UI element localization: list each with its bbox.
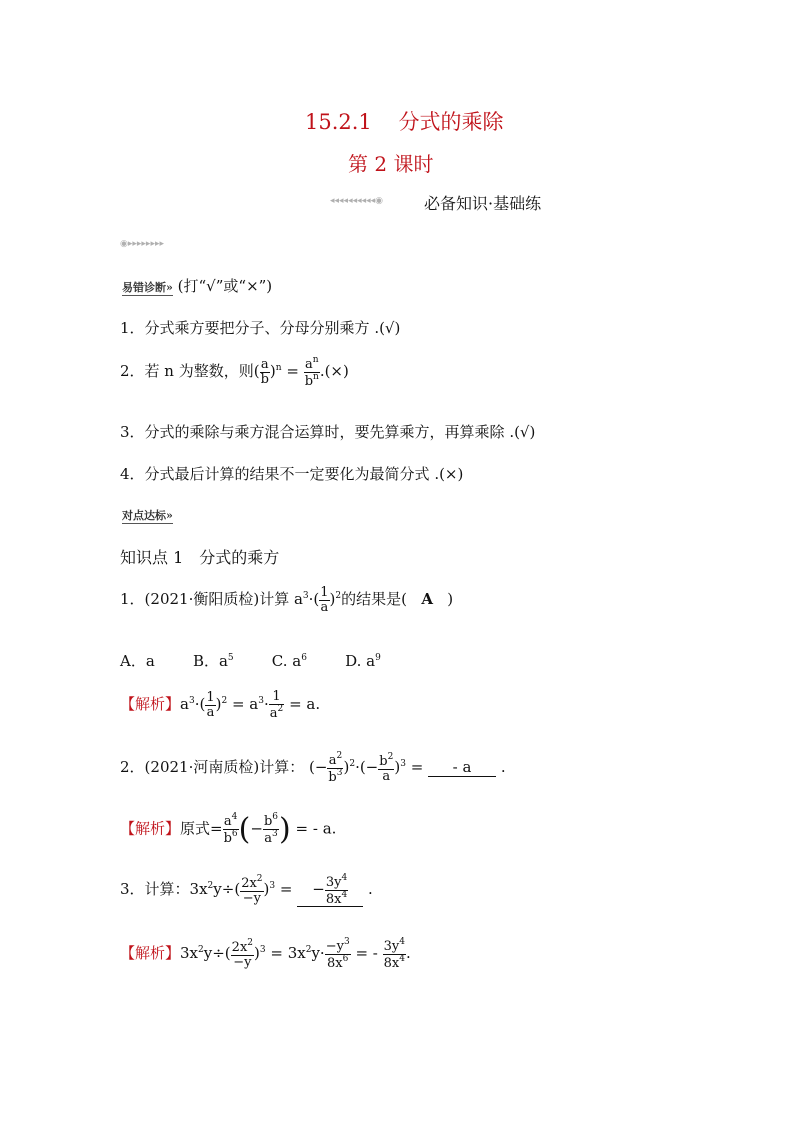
practice-header xyxy=(122,505,173,523)
question-3: 3．计算：$3x^2y\div$( $\frac{2x^2}{-y}$ )$^3$ = − $\frac{3y^4}{8x^4}$ . xyxy=(120,873,373,907)
question-1: 1．(2021·衡阳质检)计算 $a^3\cdot$( $\frac{1}{a}$ )$^2$的结果是( A ) xyxy=(120,585,454,615)
question-2-answer: - a xyxy=(428,758,496,777)
header-arrows-decoration: ◂◂◂◂◂◂◂◂◂◂◉ xyxy=(330,196,384,206)
question-1-analysis: 【解析】$a^3\cdot$( $\frac{1}{a}$ )$^2 = a^3\cdot$ $\frac{1}{a^2}$ = a. xyxy=(120,689,321,721)
question-2-analysis: 【解析】原式= $\frac{a^4}{b^6}$ (− $\frac{b^6}{a^3}$ ) = - a. xyxy=(120,812,337,847)
analysis-2-result: = - a. xyxy=(295,819,337,838)
fraction-a4-over-b6: $\frac{a^4}{b^6}$ xyxy=(223,812,238,846)
fraction-1-over-a-squared: $\frac{1}{a^2}$ xyxy=(269,689,284,721)
header-label: 必备知识·基础练 xyxy=(424,194,542,213)
option-d xyxy=(345,652,381,670)
analysis-1-result: = a. xyxy=(289,695,321,714)
question-2: 2．(2021·河南质检)计算： (− $\frac{a^2}{b^3}$ )$^2$·(− $\frac{b^2}{a}$ )$^3$ = - a . xyxy=(120,751,506,785)
fraction-3y4-over-8x4: $\frac{3y^4}{8x^4}$ xyxy=(325,873,348,907)
option-d-exp: 9 xyxy=(375,653,381,663)
fraction-2x2-over-neg-y: $\frac{2x^2}{-y}$ xyxy=(241,874,263,906)
option-d-label: D. a xyxy=(345,652,376,670)
page-title xyxy=(305,106,504,136)
question-3-answer: − $\frac{3y^4}{8x^4}$ xyxy=(297,874,363,907)
fraction-b2-over-a: $\frac{b^2}{a}$ xyxy=(379,752,394,784)
fraction-a2-over-b3: $\frac{a^2}{b^3}$ xyxy=(328,751,343,785)
fraction-2x2-over-neg-y: $\frac{2x^2}{-y}$ xyxy=(231,938,254,970)
practice-tag: 对点达标» xyxy=(122,509,173,522)
lesson-title: 第 2 课时 xyxy=(348,152,434,176)
fraction-1-over-a: $\frac{1}{a}$ xyxy=(320,585,329,615)
fraction-a-over-b: $\frac{a}{b}$ xyxy=(260,357,269,387)
knowledge-point-title: 知识点 1 分式的乘方 xyxy=(120,548,280,567)
question-3-analysis: 【解析】$3x^2y\div$( $\frac{2x^2}{-y}$ )$^3 = 3x^2y\cdot$ $\frac{-y^3}{8x^6}$ = - $\frac{3y^4}{8x^4}$ . xyxy=(120,937,411,971)
section-topic: 分式的乘除 xyxy=(398,110,504,134)
diagnosis-header xyxy=(122,275,272,296)
question-2-stem: 2．(2021·河南质检)计算： xyxy=(120,758,305,777)
analysis-label: 【解析】 xyxy=(120,695,181,714)
diagnosis-item-2-text: 2．若 n 为整数，则( xyxy=(120,362,260,381)
diagnosis-tag: 易错诊断» xyxy=(122,281,173,294)
analysis-label: 【解析】 xyxy=(120,944,181,963)
fraction-an-over-bn: $\frac{a^n}{b^n}$ xyxy=(304,355,319,389)
option-b xyxy=(193,652,234,670)
fraction-neg-y3-over-8x6: $\frac{-y^3}{8x^6}$ xyxy=(325,937,350,971)
option-c-exp: 6 xyxy=(301,653,307,663)
question-1-stem: 1．(2021·衡阳质检)计算 a xyxy=(120,590,303,609)
fraction-b6-over-a3: $\frac{b^6}{a^3}$ xyxy=(263,812,279,846)
analysis-2-prefix: 原式= xyxy=(180,819,223,838)
question-1-stem-end: 的结果是( xyxy=(341,590,407,609)
option-c-label: C. a xyxy=(271,652,302,670)
question-1-close: ) xyxy=(447,590,454,609)
option-b-label: B．a xyxy=(192,652,228,670)
diagnosis-item-3: 3．分式的乘除与乘方混合运算时，要先算乘方，再算乘除 .(√) xyxy=(120,423,536,441)
question-3-stem: 3．计算：3x xyxy=(120,880,208,899)
diagnosis-item-2-mark: .(×) xyxy=(319,362,349,381)
fraction-3y4-over-8x4: $\frac{3y^4}{8x^4}$ xyxy=(383,937,405,971)
option-a: A．a xyxy=(120,652,155,670)
diagnosis-item-1: 1．分式乘方要把分子、分母分别乘方 .(√) xyxy=(120,319,401,337)
question-1-options xyxy=(120,650,381,671)
diagnosis-instruction: (打“√”或“×”) xyxy=(177,277,273,295)
option-c xyxy=(272,652,307,670)
diagnosis-item-4: 4．分式最后计算的结果不一定要化为最简分式 .(×) xyxy=(120,465,464,483)
analysis-label: 【解析】 xyxy=(120,819,181,838)
question-1-answer: A xyxy=(421,590,433,609)
section-number: 15.2.1 xyxy=(305,110,372,134)
question-3-end: . xyxy=(368,880,373,899)
option-b-exp: 5 xyxy=(227,653,234,663)
diagnosis-item-2: 2．若 n 为整数，则( $\frac{a}{b}$ )$^n$ = $\frac{a^n}{b^n}$ .(×) xyxy=(120,355,349,389)
question-2-end: . xyxy=(500,758,506,777)
section-dots-decoration: ◉▸▸▸▸▸▸▸▸ xyxy=(120,239,164,249)
fraction-1-over-a: $\frac{1}{a}$ xyxy=(206,690,215,720)
